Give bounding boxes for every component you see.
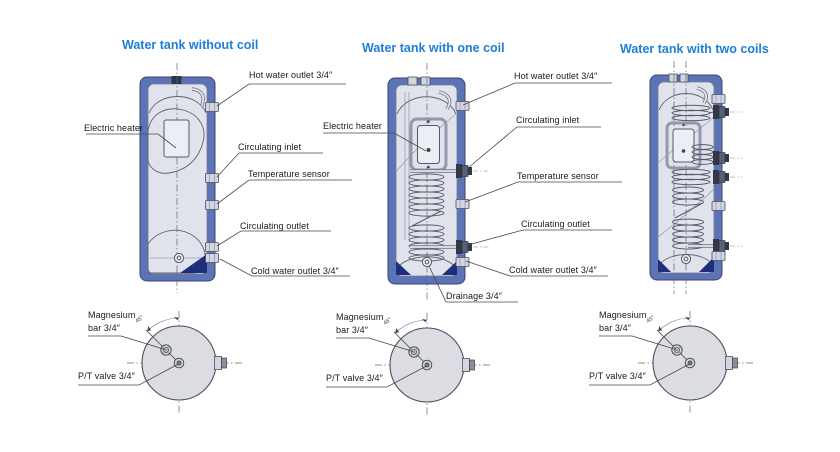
top-cap — [172, 76, 182, 84]
top-cap — [408, 77, 417, 85]
label-temperature-sensor-tank1: Temperature sensor — [248, 169, 330, 179]
label-hot-water-outlet-tank1: Hot water outlet 3/4″ — [249, 70, 333, 80]
label-electric-heater-tank1: Electric heater — [84, 123, 144, 133]
label-magnesium-bar-2b: bar 3/4″ — [336, 325, 369, 335]
label-circulating-outlet-tank1: Circulating outlet — [240, 221, 309, 231]
label-temperature-sensor-tank2: Temperature sensor — [517, 171, 599, 181]
label-circulating-outlet-tank2: Circulating outlet — [521, 219, 590, 229]
leader-lines — [86, 84, 352, 276]
electric-heater-element — [164, 120, 189, 157]
tank-interior — [148, 84, 207, 274]
label-magnesium-bar-3b: bar 3/4″ — [599, 323, 632, 333]
drain-fitting — [681, 254, 690, 263]
label-cold-water-outlet-tank2: Cold water outlet 3/4″ — [509, 265, 597, 275]
label-magnesium-bar-1b: bar 3/4″ — [88, 323, 121, 333]
top-cap — [680, 74, 688, 82]
label-circulating-inlet-tank1: Circulating inlet — [238, 142, 302, 152]
tank-with-two-coils-drawing — [650, 61, 742, 294]
title-tank-two-coils: Water tank with two coils — [620, 42, 769, 56]
label-pt-valve-2: P/T valve 3/4″ — [326, 373, 383, 383]
title-tank-without-coil: Water tank without coil — [122, 38, 259, 52]
label-magnesium-bar-2a: Magnesium — [336, 312, 384, 322]
drain-fitting — [422, 257, 431, 266]
label-cold-water-outlet-tank1: Cold water outlet 3/4″ — [251, 266, 339, 276]
label-hot-water-outlet-tank2: Hot water outlet 3/4″ — [514, 71, 598, 81]
top-cap — [421, 77, 430, 85]
label-magnesium-bar-3a: Magnesium — [599, 310, 647, 320]
label-drainage-tank2: Drainage 3/4″ — [446, 291, 503, 301]
title-tank-one-coil: Water tank with one coil — [362, 41, 505, 55]
label-magnesium-bar-1a: Magnesium — [88, 310, 136, 320]
label-circulating-inlet-tank2: Circulating inlet — [516, 115, 580, 125]
label-pt-valve-1: P/T valve 3/4″ — [78, 371, 135, 381]
label-electric-heater-tank2: Electric heater — [323, 121, 383, 131]
label-pt-valve-3: P/T valve 3/4″ — [589, 371, 646, 381]
top-cap — [669, 74, 677, 82]
drain-fitting — [174, 253, 183, 262]
